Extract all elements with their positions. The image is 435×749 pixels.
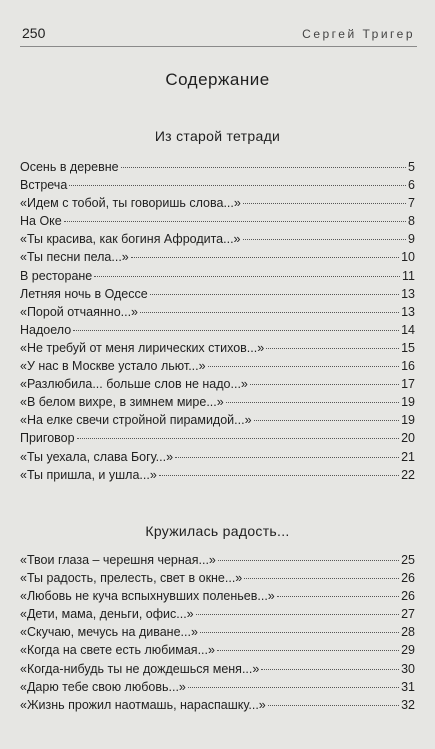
- toc-entry-title: «Разлюбила... больше слов не надо...»: [20, 377, 248, 392]
- toc-entry-page: 27: [401, 607, 415, 622]
- toc-entry-page: 21: [401, 449, 415, 464]
- toc-entry-title: «У нас в Москве устало льют...»: [20, 359, 206, 374]
- toc-entry-page: 20: [401, 431, 415, 446]
- toc-entry-page: 31: [401, 679, 415, 694]
- toc-entry-title: «Не требуй от меня лирических стихов...»: [20, 340, 265, 355]
- toc-leader-dots: [150, 294, 399, 295]
- toc-entry: [20, 214, 415, 232]
- toc-entry-title: «Ты уехала, слава Богу...»: [20, 449, 174, 464]
- toc-entry-page: 29: [401, 643, 415, 658]
- toc-entry-page: 13: [401, 286, 415, 301]
- toc-entry: [20, 287, 415, 305]
- toc-entry-title: «Идем с тобой, ты говоришь слова...»: [20, 196, 241, 211]
- toc-entry: [20, 431, 415, 449]
- toc-entry-page: 8: [408, 214, 415, 229]
- toc-entry-title: «Порой отчаянно...»: [20, 304, 139, 319]
- toc-entry: [20, 589, 415, 607]
- page-title: Содержание: [165, 70, 270, 89]
- toc-entry: [20, 625, 415, 643]
- toc-entry-title: В ресторане: [20, 268, 93, 283]
- toc-list-section-2: [20, 553, 415, 716]
- toc-entry-title: «Ты радость, прелесть, свет в окне...»: [20, 571, 243, 586]
- toc-entry-title: «На елке свечи стройной пирамидой...»: [20, 413, 252, 428]
- toc-leader-dots: [175, 457, 399, 458]
- toc-entry-page: 17: [401, 377, 415, 392]
- toc-leader-dots: [121, 167, 406, 168]
- toc-entry-page: 10: [401, 250, 415, 265]
- toc-leader-dots: [266, 348, 399, 349]
- toc-entry: [20, 395, 415, 413]
- toc-entry-page: 6: [408, 178, 415, 193]
- toc-entry-title: «Жизнь прожил наотмашь, нараспашку...»: [20, 697, 266, 712]
- toc-leader-dots: [188, 687, 399, 688]
- toc-entry-page: 14: [401, 322, 415, 337]
- toc-entry: [20, 450, 415, 468]
- section-title-1: Из старой тетради: [154, 128, 281, 144]
- toc-entry-title: Летняя ночь в Одессе: [20, 286, 148, 301]
- toc-entry: [20, 178, 415, 196]
- toc-entry: [20, 232, 415, 250]
- toc-leader-dots: [196, 614, 399, 615]
- toc-entry-title: Надоело: [20, 322, 72, 337]
- toc-entry: [20, 323, 415, 341]
- toc-entry-page: 26: [401, 571, 415, 586]
- toc-leader-dots: [277, 596, 399, 597]
- toc-entry: [20, 571, 415, 589]
- toc-entry-title: «Дети, мама, деньги, офис...»: [20, 607, 194, 622]
- toc-leader-dots: [140, 312, 399, 313]
- section-title-2: Кружилась радость...: [145, 523, 290, 539]
- toc-leader-dots: [254, 420, 400, 421]
- toc-entry-title: Приговор: [20, 431, 75, 446]
- toc-entry-title: На Оке: [20, 214, 62, 229]
- toc-entry: [20, 662, 415, 680]
- toc-entry-page: 25: [401, 553, 415, 567]
- toc-entry-page: 26: [401, 589, 415, 604]
- toc-entry-page: 13: [401, 304, 415, 319]
- toc-entry-title: Осень в деревне: [20, 160, 119, 174]
- toc-entry-title: «Скучаю, мечусь на диване...»: [20, 625, 198, 640]
- toc-entry-page: 15: [401, 340, 415, 355]
- toc-entry: [20, 269, 415, 287]
- toc-entry: [20, 359, 415, 377]
- toc-entry: [20, 468, 415, 486]
- toc-leader-dots: [73, 330, 399, 331]
- toc-leader-dots: [261, 669, 399, 670]
- running-head-author: Сергей Тригер: [302, 27, 415, 41]
- toc-entry-page: 30: [401, 661, 415, 676]
- toc-leader-dots: [159, 475, 399, 476]
- header-divider: [20, 46, 417, 47]
- toc-entry-page: 19: [401, 395, 415, 410]
- toc-leader-dots: [69, 185, 406, 186]
- toc-entry: [20, 341, 415, 359]
- toc-entry: [20, 643, 415, 661]
- toc-entry-page: 7: [408, 196, 415, 211]
- toc-leader-dots: [94, 276, 400, 277]
- toc-leader-dots: [131, 257, 399, 258]
- toc-leader-dots: [218, 560, 399, 561]
- toc-entry: [20, 413, 415, 431]
- toc-entry-title: «Твои глаза – черешня черная...»: [20, 553, 216, 567]
- toc-entry-title: «Ты песни пела...»: [20, 250, 129, 265]
- toc-entry-title: «Когда-нибудь ты не дождешься меня...»: [20, 661, 260, 676]
- toc-entry: [20, 160, 415, 178]
- toc-list-section-1: [20, 160, 415, 486]
- toc-entry-page: 5: [408, 160, 415, 174]
- toc-leader-dots: [244, 578, 399, 579]
- toc-leader-dots: [208, 366, 400, 367]
- toc-entry-title: «Ты пришла, и ушла...»: [20, 467, 157, 482]
- toc-entry-page: 11: [402, 268, 415, 283]
- toc-entry-page: 9: [408, 232, 415, 247]
- toc-entry-page: 32: [401, 697, 415, 712]
- toc-leader-dots: [243, 203, 406, 204]
- page-header: [0, 0, 435, 50]
- toc-entry-title: «Дарю тебе свою любовь...»: [20, 679, 186, 694]
- toc-leader-dots: [226, 402, 399, 403]
- toc-entry-title: «Любовь не куча вспыхнувших поленьев...»: [20, 589, 275, 604]
- toc-entry-title: «В белом вихре, в зимнем мире...»: [20, 395, 224, 410]
- toc-leader-dots: [250, 384, 399, 385]
- toc-entry: [20, 196, 415, 214]
- page-number: 250: [22, 25, 46, 41]
- toc-entry-title: Встреча: [20, 178, 68, 193]
- toc-entry: [20, 607, 415, 625]
- toc-entry: [20, 305, 415, 323]
- toc-entry-page: 19: [401, 413, 415, 428]
- toc-leader-dots: [243, 239, 407, 240]
- toc-leader-dots: [64, 221, 406, 222]
- toc-entry-title: «Когда на свете есть любимая...»: [20, 643, 215, 658]
- toc-entry-title: «Ты красива, как богиня Афродита...»: [20, 232, 241, 247]
- toc-leader-dots: [268, 705, 399, 706]
- toc-entry: [20, 680, 415, 698]
- toc-leader-dots: [77, 438, 400, 439]
- toc-leader-dots: [200, 632, 399, 633]
- toc-entry-page: 28: [401, 625, 415, 640]
- toc-entry: [20, 698, 415, 716]
- toc-entry: [20, 553, 415, 571]
- toc-entry-page: 22: [401, 467, 415, 482]
- toc-entry-page: 16: [401, 359, 415, 374]
- toc-entry: [20, 377, 415, 395]
- toc-entry: [20, 250, 415, 268]
- toc-leader-dots: [217, 650, 399, 651]
